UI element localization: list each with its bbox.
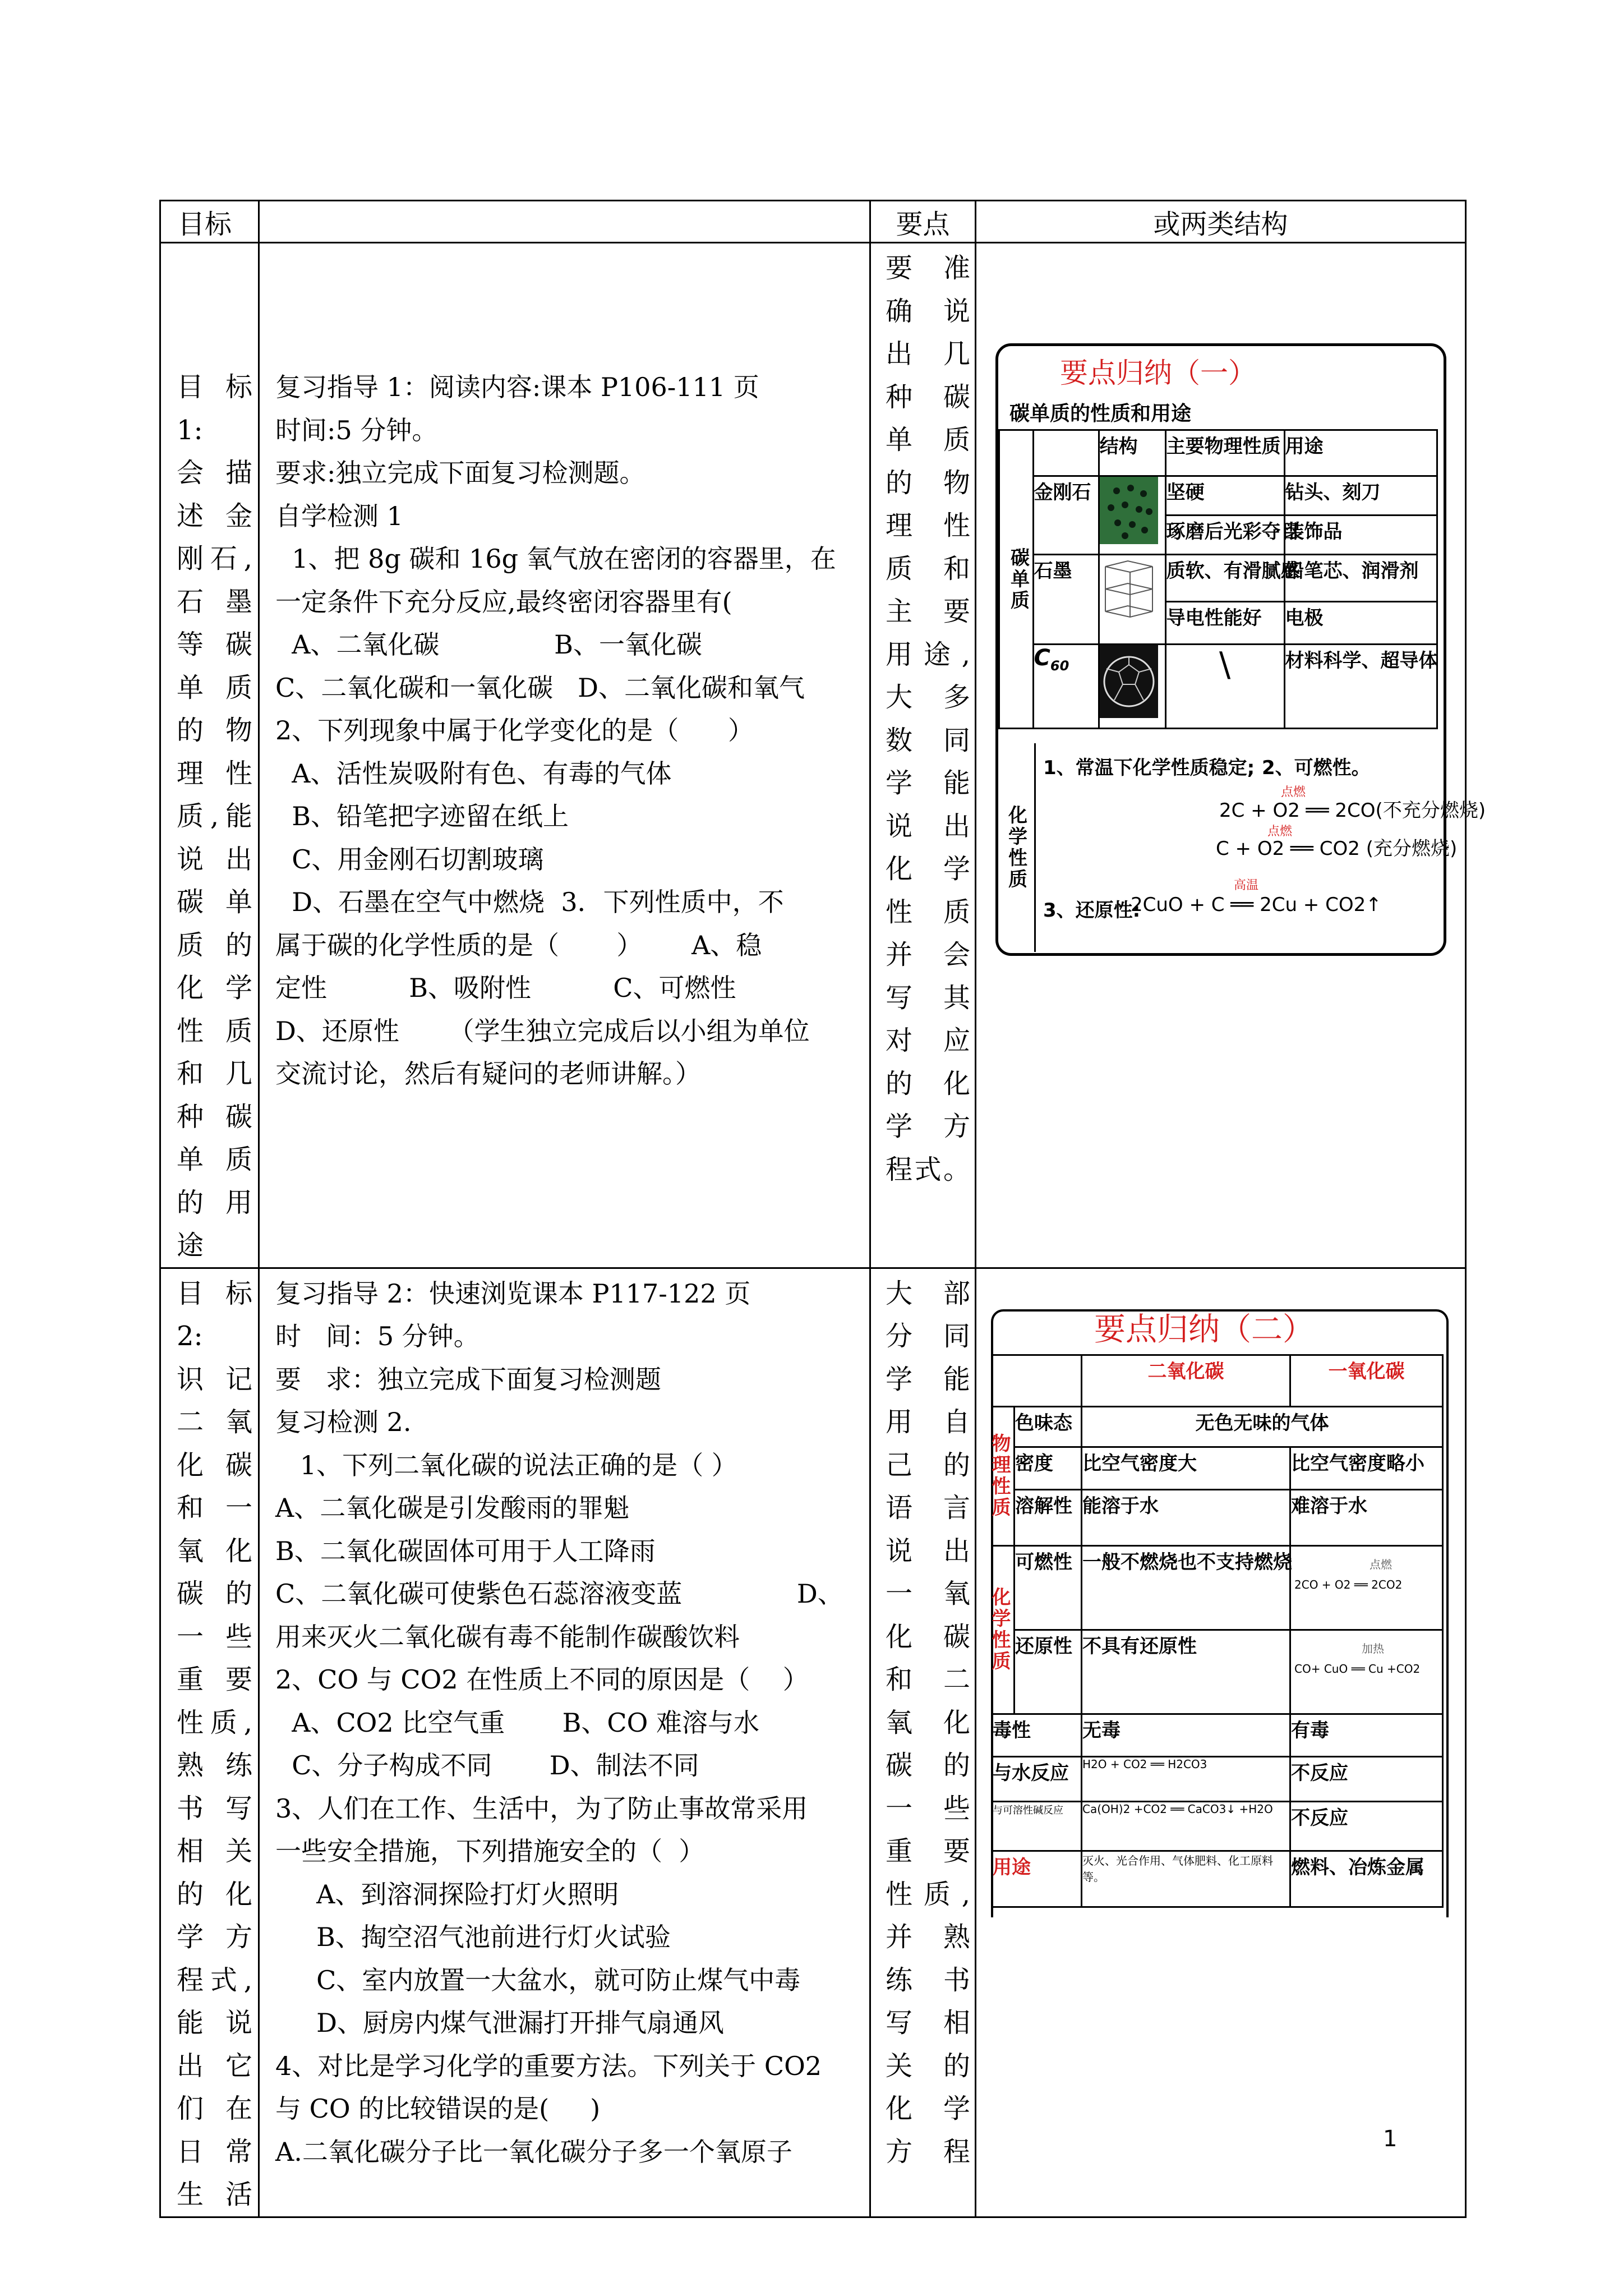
g2-line: 重 要: [177, 1664, 252, 1695]
diamond-lattice-icon: [1100, 477, 1158, 544]
fig2-row-key: 毒性: [992, 1714, 1082, 1756]
g1-line: 碳 单: [177, 886, 252, 918]
g1-line: 石 墨: [177, 586, 252, 618]
m2-line: A、到溶洞探险打灯火照明: [275, 1879, 619, 1910]
m2-line: 4、对比是学习化学的重要方法。下列关于 CO2: [275, 2050, 822, 2081]
g1-line: 的 用: [177, 1186, 252, 1218]
fig2-cond: 加热: [1362, 1641, 1384, 1655]
m2-line: B、二氧化碳固体可用于人工降雨: [275, 1535, 656, 1566]
fig1-chem-label: 化学性质: [1004, 805, 1027, 890]
g1-line: 的 物: [177, 715, 252, 746]
fig2-row-key: 溶解性: [1015, 1489, 1082, 1545]
p2-line: 一 些: [886, 1792, 970, 1824]
g2-line: 和 一: [177, 1492, 252, 1524]
goal-2-cell: [160, 1268, 259, 2217]
fig1-c60-use: 材料科学、超导体: [1284, 645, 1437, 729]
m1-line: C、二氧化碳和一氧化碳 D、二氧化碳和氧气: [275, 672, 805, 703]
fig2-col-co2: 二氧化碳: [1082, 1355, 1290, 1406]
g2-line: 日 常: [177, 2136, 252, 2168]
fig2-row-co2: 比空气密度大: [1082, 1447, 1290, 1489]
summary-figure-1: [995, 343, 1486, 956]
graphite-structure-image: [1099, 555, 1165, 645]
m2-line: A、CO2 比空气重 B、CO 难溶与水: [275, 1707, 759, 1738]
fig2-row-co2: 无毒: [1082, 1714, 1290, 1756]
g2-line: 目标2:: [177, 1277, 252, 1352]
fig2-row-co2: Ca(OH)2 +CO2 ══ CaCO3↓ +H2O: [1082, 1801, 1290, 1851]
p2-line: 分 同: [886, 1320, 970, 1352]
fig1-title: 要点归纳（一）: [1060, 357, 1256, 389]
g2-line: 氧 化: [177, 1535, 252, 1567]
fig-1-cell: [976, 243, 1486, 1268]
fig1-graphite-use-1: 铅笔芯、润滑剂: [1284, 555, 1437, 602]
g2-line: 的 化: [177, 1878, 252, 1910]
fig1-eq2-condition: 点燃: [1267, 825, 1293, 839]
p1-line: 说 出: [886, 810, 970, 842]
fig1-col-uses: 用途: [1284, 430, 1437, 476]
p2-line: 性质,: [886, 1878, 970, 1910]
fig2-cond: 点燃: [1370, 1557, 1392, 1571]
fig2-chem-label: 化学性质: [992, 1545, 1015, 1714]
m2-line: 用来灭火二氧化碳有毒不能制作碳酸饮料: [275, 1621, 740, 1652]
m1-line: C、用金刚石切割玻璃: [275, 844, 544, 875]
fig2-row-key: 用途: [992, 1851, 1082, 1907]
g2-line: 书 写: [177, 1792, 252, 1824]
fig2-row-co2: H2O + CO2 ══ H2CO3: [1082, 1756, 1290, 1801]
m1-line: 属于碳的化学性质的是（ ） A、稳: [275, 930, 762, 960]
fig1-eq-3: 2CuO + C ══ 2Cu + CO2↑: [1131, 894, 1382, 916]
fig1-chem-label-box: [998, 743, 1036, 952]
p2-line: 并 熟: [886, 1921, 970, 1953]
row-goal-1: [160, 243, 1466, 1268]
row-goal-2: [160, 1268, 1466, 2217]
page-number: 1: [1383, 2126, 1398, 2152]
m1-line: D、还原性 （学生独立完成后以小组为单位: [275, 1015, 810, 1046]
p1-line: 种 碳: [886, 381, 970, 413]
fig1-col-props: 主要物理性质: [1165, 430, 1284, 476]
g2-line: 生 活: [177, 2179, 252, 2210]
g1-line: 性 质: [177, 1015, 252, 1047]
p2-line: 化 碳: [886, 1621, 970, 1653]
header-goal: 目标: [160, 201, 259, 243]
fig2-row-merged: 无色无味的气体: [1082, 1406, 1443, 1447]
m1-line: A、二氧化碳 B、一氧化碳: [275, 629, 702, 660]
p1-line: 主 要: [886, 596, 970, 627]
fig1-eq-2: C + O2 ══ CO2 (充分燃烧): [1216, 838, 1458, 860]
header-row: [160, 201, 1466, 243]
m2-line: 时 间：5 分钟。: [275, 1321, 479, 1351]
main-2-cell: [259, 1268, 870, 2217]
fig1-side-label: 碳单质: [999, 430, 1034, 729]
fig2-row-co: 不反应: [1290, 1801, 1443, 1851]
fig1-graphite-use-2: 电极: [1284, 602, 1437, 645]
p1-line: 学 方: [886, 1111, 970, 1142]
g1-line: 单 质: [177, 671, 252, 703]
fig-2-cell: [976, 1268, 1466, 2217]
m1-line: 1、把 8g 碳和 16g 氧气放在密闭的容器里，在: [275, 544, 836, 574]
m2-line: D、厨房内煤气泄漏打开排气扇通风: [275, 2008, 724, 2038]
g1-line: 理 性: [177, 757, 252, 789]
m1-line: 交流讨论，然后有疑问的老师讲解。）: [275, 1059, 701, 1089]
fig1-graphite-prop-1: 质软、有滑腻感: [1165, 555, 1284, 602]
p2-line: 化 学: [886, 2093, 970, 2124]
p2-line: 碳 的: [886, 1750, 970, 1781]
summary-figure-2: [988, 1309, 1444, 1915]
fig1-subtitle: 碳单质的性质和用途: [1009, 402, 1192, 425]
header-point: 要点: [870, 201, 976, 243]
fig1-item-2: 2、可燃性。: [1262, 757, 1371, 779]
diamond-structure-image: [1099, 476, 1165, 555]
m2-line: 2、CO 与 CO2 在性质上不同的原因是（ ）: [275, 1664, 809, 1695]
p1-line: 确 说: [886, 295, 970, 327]
fig2-row-key: 密度: [1015, 1447, 1082, 1489]
m2-line: 要 求：独立完成下面复习检测题: [275, 1364, 661, 1395]
g2-line: 熟 练: [177, 1750, 252, 1781]
fig1-eq-1: 2C + O2 ══ 2CO(不充分燃烧): [1219, 799, 1486, 822]
g1-line: 途: [177, 1230, 204, 1261]
fig1-item-1: 1、常温下化学性质稳定;: [1043, 757, 1255, 779]
header-structure: 或两类结构: [976, 201, 1466, 243]
main-2-text: [275, 1272, 864, 2174]
header-blank: [259, 201, 870, 243]
point-2-cell: [870, 1268, 976, 2217]
fig1-c60-prop: \: [1165, 645, 1284, 729]
fig2-row-co: 燃料、冶炼金属: [1290, 1851, 1443, 1907]
fig1-eq1-condition: 点燃: [1281, 785, 1306, 799]
point-1-text: [886, 247, 970, 1191]
p1-line: 的 化: [886, 1068, 970, 1099]
point-2-text: [886, 1272, 970, 2174]
m1-line: A、活性炭吸附有色、有毒的气体: [275, 758, 672, 789]
g2-line: 出 它: [177, 2050, 252, 2082]
c60-structure-image: [1099, 645, 1165, 729]
p1-line: 要 准: [886, 252, 970, 284]
g2-line: 性质,: [177, 1706, 252, 1738]
m1-line: 2、下列现象中属于化学变化的是（ ）: [275, 715, 754, 746]
g2-line: 能 说: [177, 2007, 252, 2039]
p2-line: 方 程: [886, 2136, 970, 2168]
fig2-row-co: 难溶于水: [1290, 1489, 1443, 1545]
fig1-table: [998, 429, 1438, 729]
g1-line: 和 几: [177, 1058, 252, 1089]
main-1-text: [275, 366, 864, 1096]
p1-line: 性 质: [886, 896, 970, 928]
p1-line: 理 性: [886, 510, 970, 541]
fig1-graphite-name: 石墨: [1033, 555, 1099, 645]
fig1-diamond-use-2: 装饰品: [1284, 516, 1437, 555]
main-1-cell: [259, 243, 870, 1268]
main-table: [159, 200, 1486, 2218]
m2-line: 一些安全措施，下列措施安全的（ ）: [275, 1836, 705, 1866]
m2-line: 复习检测 2.: [275, 1407, 412, 1437]
p2-line: 写 相: [886, 2007, 970, 2039]
graphite-layers-icon: [1100, 555, 1158, 634]
fig2-row-co2: 灭火、光合作用、气体肥料、化工原料等。: [1082, 1851, 1290, 1907]
fig1-item-3: 3、还原性:: [1043, 899, 1141, 922]
p1-line: 并 会: [886, 939, 970, 970]
fig1-graphite-prop-2: 导电性能好: [1165, 602, 1284, 645]
p2-line: 说 出: [886, 1535, 970, 1567]
goal-2-text: [177, 1272, 252, 2216]
g2-line: 程式,: [177, 1964, 252, 1996]
p2-line: 学 能: [886, 1363, 970, 1395]
g1-line: 刚石,: [177, 543, 252, 574]
fig2-row-key: 与水反应: [992, 1756, 1082, 1801]
fig2-title: 要点归纳（二）: [1094, 1311, 1314, 1348]
g2-line: 们 在: [177, 2093, 252, 2124]
p1-line: 对 应: [886, 1025, 970, 1056]
fig2-row-co2: 一般不燃烧也不支持燃烧: [1082, 1545, 1290, 1630]
p1-line: 数 同: [886, 724, 970, 756]
m2-line: 1、下列二氧化碳的说法正确的是（ ）: [275, 1450, 737, 1480]
fig2-row-co: 比空气密度略小: [1290, 1447, 1443, 1489]
fig2-row-co: [1290, 1545, 1443, 1630]
g2-line: 化 碳: [177, 1449, 252, 1481]
m2-line: B、掏空沼气池前进行灯火试验: [275, 1922, 671, 1952]
g1-line: 质 的: [177, 929, 252, 961]
fig1-c60-name: $C_{60}$: [1033, 645, 1099, 729]
m1-line: 复习指导 1：阅读内容:课本 P106-111 页: [275, 372, 759, 402]
g2-line: 二 氧: [177, 1406, 252, 1438]
fig2-table: [988, 1354, 1444, 1908]
fig2-col-co: 一氧化碳: [1290, 1355, 1443, 1406]
m2-line: C、二氧化碳可使紫色石蕊溶液变蓝 D、: [275, 1579, 843, 1609]
p1-line: 单 质: [886, 424, 970, 455]
fig2-phys-label: 物理性质: [992, 1406, 1015, 1545]
g1-line: 会 描: [177, 457, 252, 489]
m2-line: C、室内放置一大盆水，就可防止煤气中毒: [275, 1964, 801, 1995]
g1-line: 等 碳: [177, 629, 252, 660]
c60-ball-icon: [1100, 645, 1158, 718]
fig2-row-co: 有毒: [1290, 1714, 1443, 1756]
fig2-row-co: 不反应: [1290, 1756, 1443, 1801]
p1-line: 的 物: [886, 467, 970, 499]
fig2-row-key: 色味态: [1015, 1406, 1082, 1447]
m2-line: 与 CO 的比较错误的是( ): [275, 2093, 601, 2124]
p2-line: 练 书: [886, 1964, 970, 1996]
p2-line: 氧 化: [886, 1706, 970, 1738]
fig2-eq: CO+ CuO ══ Cu +CO2: [1294, 1662, 1421, 1676]
m2-line: A、二氧化碳是引发酸雨的罪魁: [275, 1493, 630, 1523]
p2-line: 关 的: [886, 2050, 970, 2082]
m1-line: B、铅笔把字迹留在纸上: [275, 801, 569, 831]
m1-line: 时间:5 分钟。: [275, 415, 438, 445]
g1-line: 目标1:: [177, 371, 252, 446]
fig2-row-co2: 能溶于水: [1082, 1489, 1290, 1545]
p2-line: 大 部: [886, 1277, 970, 1309]
m1-line: 一定条件下充分反应,最终密闭容器里有(: [275, 586, 732, 617]
fig2-row-key: 还原性: [1015, 1630, 1082, 1714]
p2-line: 一 氧: [886, 1578, 970, 1609]
m1-line: 定性 B、吸附性 C、可燃性: [275, 973, 736, 1003]
fig2-row-co: [1290, 1630, 1443, 1714]
m2-line: A.二氧化碳分子比一氧化碳分子多一个氧原子: [275, 2136, 792, 2167]
fig1-diamond-use-1: 钻头、刻刀: [1284, 476, 1437, 516]
m2-line: 复习指导 2：快速浏览课本 P117-122 页: [275, 1278, 751, 1309]
g1-line: 单 质: [177, 1144, 252, 1175]
g2-line: 学 方: [177, 1921, 252, 1953]
fig1-diamond-name: 金刚石: [1033, 476, 1099, 555]
fig2-row-key: 与可溶性碱反应: [992, 1801, 1082, 1851]
p2-line: 语 言: [886, 1492, 970, 1524]
fig1-diamond-prop-1: 坚硬: [1165, 476, 1284, 516]
goal-1-text: [177, 366, 252, 1267]
p1-line: 学 能: [886, 767, 970, 799]
g2-line: 相 关: [177, 1835, 252, 1867]
g2-line: 一 些: [177, 1621, 252, 1653]
fig1-diamond-prop-2: 琢磨后光彩夺目: [1165, 516, 1284, 555]
p1-line: 化 学: [886, 853, 970, 885]
p2-line: 重 要: [886, 1835, 970, 1867]
p1-line: 质 和: [886, 553, 970, 585]
g1-line: 质,能: [177, 800, 252, 832]
p2-line: 用 自: [886, 1406, 970, 1438]
p1-line: 用途,: [886, 638, 970, 670]
p1-line: 大 多: [886, 682, 970, 713]
m1-line: 自学检测 1: [275, 500, 403, 531]
g1-line: 述 金: [177, 500, 252, 532]
m2-line: C、分子构成不同 D、制法不同: [275, 1750, 699, 1780]
p1-line: 写 其: [886, 982, 970, 1014]
m1-line: 要求:独立完成下面复习检测题。: [275, 458, 645, 488]
m2-line: 3、人们在工作、生活中，为了防止事故常采用: [275, 1793, 808, 1824]
fig2-row-key: 可燃性: [1015, 1545, 1082, 1630]
m1-line: D、石墨在空气中燃烧 3．下列性质中，不: [275, 887, 784, 917]
goal-1-cell: [160, 243, 259, 1268]
p1-line: 出 几: [886, 338, 970, 370]
p1-line: 程式。: [886, 1153, 970, 1185]
fig1-eq3-condition: 高温: [1234, 878, 1259, 892]
fig2-row-co2: 不具有还原性: [1082, 1630, 1290, 1714]
g1-line: 种 碳: [177, 1101, 252, 1133]
point-1-cell: [870, 243, 976, 1268]
p2-line: 和 二: [886, 1664, 970, 1695]
g1-line: 说 出: [177, 843, 252, 875]
g1-line: 化 学: [177, 972, 252, 1004]
p2-line: 己 的: [886, 1449, 970, 1481]
fig2-eq: 2CO + O2 ══ 2CO2: [1294, 1577, 1403, 1591]
g2-line: 识 记: [177, 1363, 252, 1395]
g2-line: 碳 的: [177, 1578, 252, 1609]
fig1-col-structure: 结构: [1099, 430, 1165, 476]
